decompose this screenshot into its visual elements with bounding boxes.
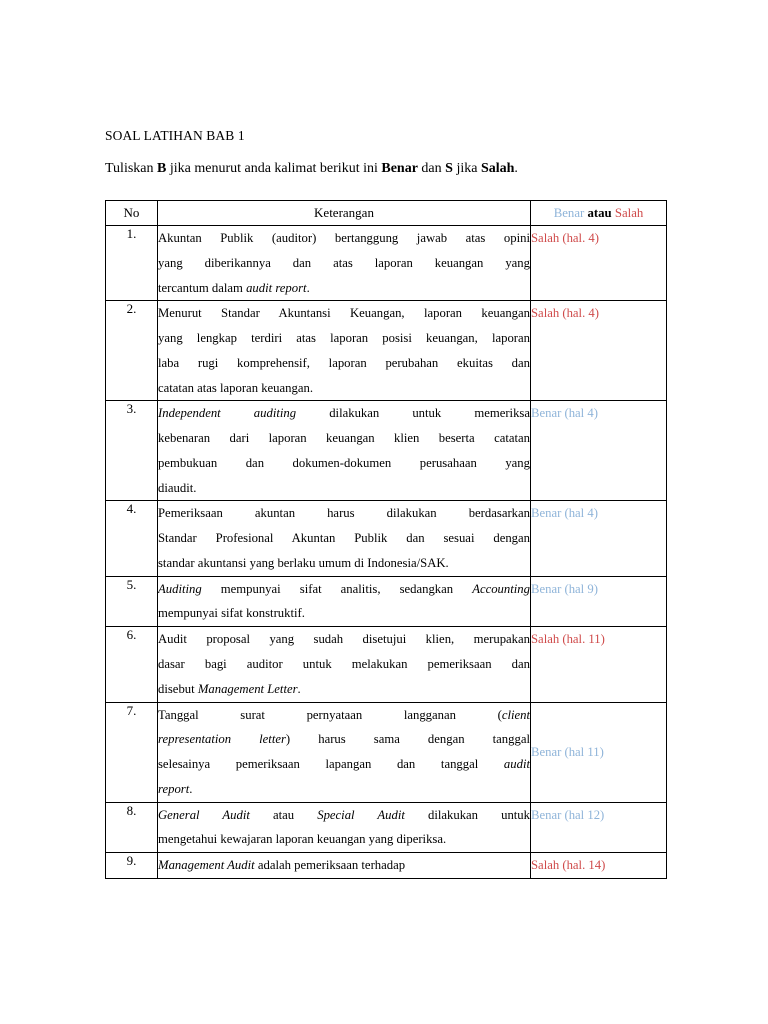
row-number: 6. bbox=[106, 627, 158, 702]
row-answer bbox=[531, 627, 667, 702]
italic-term: audit bbox=[503, 757, 530, 772]
table-row bbox=[106, 702, 667, 802]
text-run: disebut bbox=[158, 681, 198, 696]
table-row bbox=[106, 802, 667, 853]
italic-term: Auditing bbox=[158, 581, 202, 596]
keterangan-line bbox=[158, 426, 530, 451]
italic-term: Management Letter bbox=[197, 681, 298, 696]
column-header-answer bbox=[531, 200, 667, 225]
keterangan-line bbox=[158, 226, 530, 251]
instruction-bold-b: B bbox=[157, 161, 167, 177]
text-run: kebenaran dari laporan keuangan klien beserta catatan bbox=[158, 431, 530, 446]
answer-label: Benar (hal 9) bbox=[531, 581, 598, 596]
row-statement bbox=[158, 576, 531, 627]
answer-label: Benar (hal 4) bbox=[531, 506, 598, 521]
row-answer bbox=[531, 225, 667, 300]
keterangan-line bbox=[158, 276, 530, 301]
row-statement bbox=[158, 853, 531, 879]
text-run: laba rugi komprehensif, laporan perubahan ekuitas dan bbox=[158, 355, 530, 370]
text-run: mempunyai sifat konstruktif. bbox=[158, 606, 305, 621]
row-statement bbox=[158, 627, 531, 702]
text-run: pembukuan dan dokumen-dokumen perusahaan yang bbox=[158, 455, 530, 470]
answer-label: Salah (hal. 4) bbox=[531, 230, 599, 245]
answer-label: Benar (hal 12) bbox=[531, 807, 605, 822]
italic-term: representation letter bbox=[158, 732, 286, 747]
row-number: 3. bbox=[106, 401, 158, 501]
keterangan-line bbox=[158, 351, 530, 376]
keterangan-line bbox=[158, 326, 530, 351]
text-run: . bbox=[297, 681, 301, 696]
text-run: selesainya pemeriksaan lapangan dan tanggal bbox=[158, 757, 504, 772]
answer-label: Salah (hal. 4) bbox=[531, 306, 599, 321]
instruction-part-1: Tuliskan bbox=[105, 161, 158, 177]
header-salah-label: Salah bbox=[614, 205, 644, 220]
column-header-keterangan: Keterangan bbox=[158, 200, 531, 225]
text-run: yang lengkap terdiri atas laporan posisi keuangan, laporan bbox=[158, 331, 530, 346]
text-run: Tanggal surat pernyataan langganan ( bbox=[158, 707, 502, 722]
italic-term: audit report bbox=[246, 280, 307, 295]
keterangan-line bbox=[158, 677, 530, 702]
row-statement bbox=[158, 802, 531, 853]
keterangan-line bbox=[158, 526, 530, 551]
keterangan-line bbox=[158, 827, 530, 852]
italic-term: General Audit bbox=[158, 807, 250, 822]
keterangan-line bbox=[158, 501, 530, 526]
italic-term: client bbox=[501, 707, 530, 722]
instruction-bold-benar: Benar bbox=[381, 161, 418, 177]
text-run: Menurut Standar Akuntansi Keuangan, laporan keuangan bbox=[158, 306, 530, 321]
table-row bbox=[106, 576, 667, 627]
text-run: Standar Profesional Akuntan Publik dan sesuai dengan bbox=[158, 531, 530, 546]
text-run: ) harus sama dengan tanggal bbox=[285, 732, 530, 747]
text-run: yang diberikannya dan atas laporan keuangan yang bbox=[158, 255, 530, 270]
text-run: Pemeriksaan akuntan harus dilakukan berdasarkan bbox=[158, 506, 530, 521]
italic-term: Independent auditing bbox=[158, 406, 297, 421]
keterangan-line bbox=[158, 601, 530, 626]
row-number: 1. bbox=[106, 225, 158, 300]
row-number: 5. bbox=[106, 576, 158, 627]
italic-term: Management Audit bbox=[158, 858, 255, 873]
keterangan-line bbox=[158, 752, 530, 777]
text-run: Audit proposal yang sudah disetujui klien, merupakan bbox=[158, 632, 530, 647]
text-run: adalah pemeriksaan terhadap bbox=[254, 858, 406, 873]
row-answer bbox=[531, 576, 667, 627]
instruction-line bbox=[105, 161, 667, 178]
table-row bbox=[106, 501, 667, 576]
text-run: . bbox=[306, 280, 310, 295]
row-number: 7. bbox=[106, 702, 158, 802]
row-answer bbox=[531, 702, 667, 802]
answer-label: Benar (hal 4) bbox=[531, 406, 598, 421]
table-body bbox=[106, 225, 667, 878]
keterangan-line bbox=[158, 727, 530, 752]
keterangan-line bbox=[158, 703, 530, 728]
row-answer bbox=[531, 501, 667, 576]
answer-label: Salah (hal. 11) bbox=[531, 632, 605, 647]
table-row bbox=[106, 401, 667, 501]
keterangan-line bbox=[158, 251, 530, 276]
keterangan-line bbox=[158, 376, 530, 401]
document-body bbox=[105, 128, 667, 879]
keterangan-line bbox=[158, 401, 530, 426]
italic-term: Special Audit bbox=[317, 807, 405, 822]
keterangan-line bbox=[158, 301, 530, 326]
row-statement bbox=[158, 301, 531, 401]
text-run: diaudit. bbox=[158, 480, 197, 495]
text-run: mempunyai sifat analitis, sedangkan bbox=[201, 581, 473, 596]
text-run: standar akuntansi yang berlaku umum di Indonesia/SAK. bbox=[158, 555, 449, 570]
keterangan-line bbox=[158, 777, 530, 802]
keterangan-line bbox=[158, 577, 530, 602]
text-run: dilakukan untuk bbox=[404, 807, 530, 822]
answer-label: Salah (hal. 14) bbox=[531, 858, 606, 873]
keterangan-line bbox=[158, 803, 530, 828]
row-number: 4. bbox=[106, 501, 158, 576]
keterangan-line bbox=[158, 853, 530, 878]
row-number: 8. bbox=[106, 802, 158, 853]
instruction-bold-salah: Salah bbox=[480, 161, 515, 177]
instruction-part-4: jika bbox=[452, 161, 481, 177]
instruction-part-3: dan bbox=[417, 161, 446, 177]
row-number: 2. bbox=[106, 301, 158, 401]
row-statement bbox=[158, 401, 531, 501]
keterangan-line bbox=[158, 652, 530, 677]
text-run: dasar bagi auditor untuk melakukan pemeriksaan dan bbox=[158, 657, 530, 671]
italic-term: Accounting bbox=[472, 581, 530, 596]
italic-term: report bbox=[158, 781, 190, 796]
text-run: Akuntan Publik (auditor) bertanggung jawab atas opini bbox=[158, 230, 530, 245]
text-run: tercantum dalam bbox=[158, 280, 247, 295]
row-answer bbox=[531, 301, 667, 401]
instruction-bold-s: S bbox=[445, 161, 453, 177]
table-header-row bbox=[106, 200, 667, 225]
table-row bbox=[106, 853, 667, 879]
text-run: . bbox=[189, 781, 193, 796]
row-answer bbox=[531, 401, 667, 501]
keterangan-line bbox=[158, 627, 530, 652]
column-header-no: No bbox=[106, 200, 158, 225]
row-statement bbox=[158, 501, 531, 576]
row-number: 9. bbox=[106, 853, 158, 879]
row-answer bbox=[531, 802, 667, 853]
row-answer bbox=[531, 853, 667, 879]
keterangan-line bbox=[158, 476, 530, 501]
instruction-part-5: . bbox=[514, 161, 518, 177]
row-statement bbox=[158, 225, 531, 300]
answer-label: Benar (hal 11) bbox=[531, 744, 604, 759]
instruction-part-2: jika menurut anda kalimat berikut ini bbox=[166, 161, 382, 177]
text-run: dilakukan untuk memeriksa bbox=[296, 406, 530, 421]
keterangan-line bbox=[158, 551, 530, 576]
table-row bbox=[106, 627, 667, 702]
exercise-table bbox=[105, 200, 667, 879]
row-statement bbox=[158, 702, 531, 802]
table-row bbox=[106, 301, 667, 401]
text-run: atau bbox=[249, 807, 318, 822]
text-run: mengetahui kewajaran laporan keuangan yang diperiksa. bbox=[158, 832, 447, 847]
page-title: SOAL LATIHAN BAB 1 bbox=[105, 128, 245, 143]
header-benar-label: Benar bbox=[553, 205, 585, 220]
keterangan-line bbox=[158, 451, 530, 476]
header-atau-label: atau bbox=[587, 205, 612, 220]
text-run: catatan atas laporan keuangan. bbox=[158, 380, 313, 395]
table-row bbox=[106, 225, 667, 300]
